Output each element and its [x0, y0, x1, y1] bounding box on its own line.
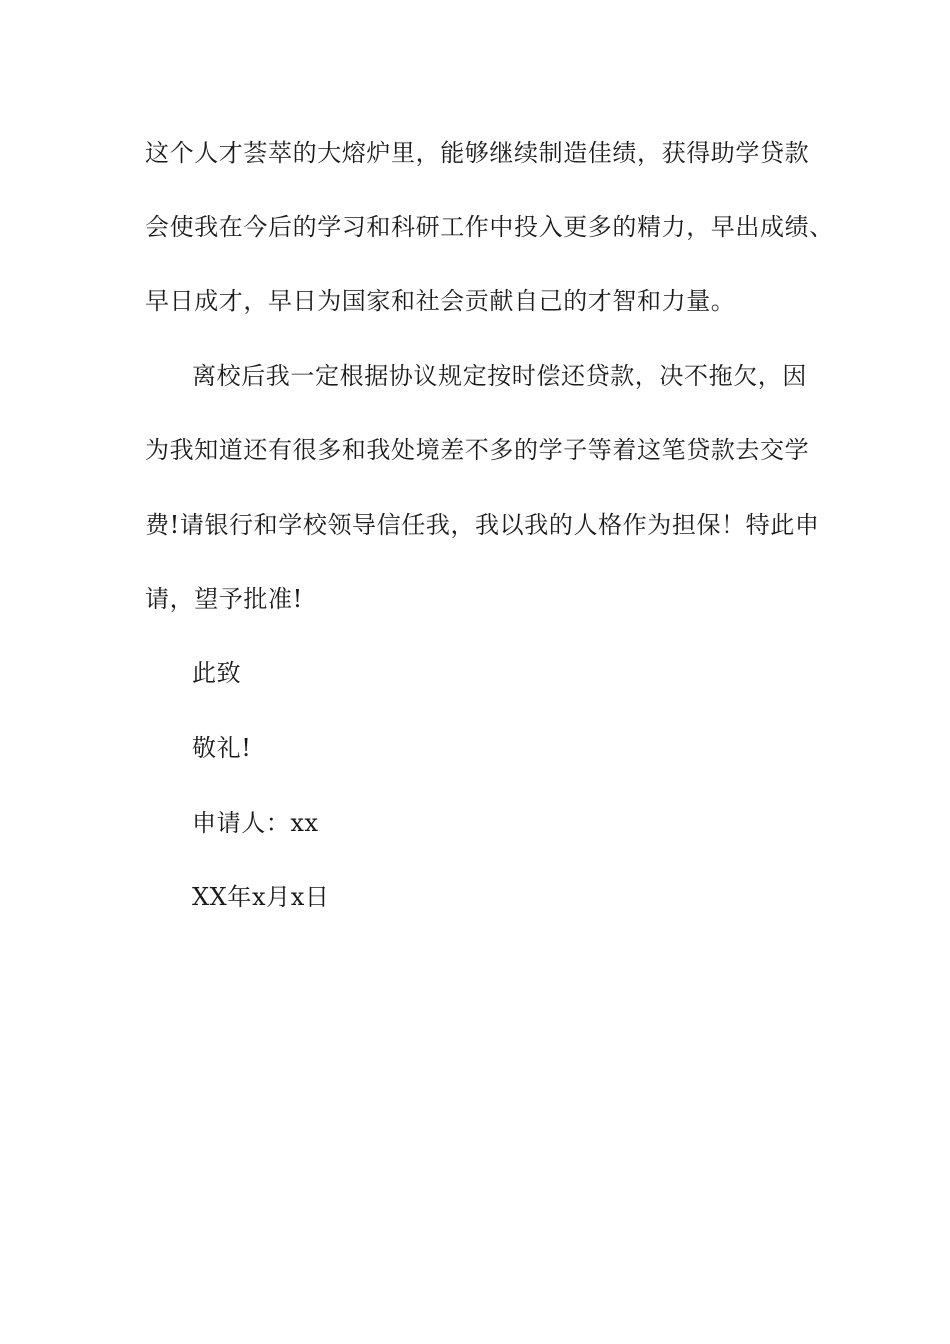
body-text-line: 这个人才荟萃的大熔炉里，能够继续制造佳绩，获得助学贷款 — [145, 139, 810, 167]
body-text-line: 费!请银行和学校领导信任我，我以我的人格作为担保！特此申 — [145, 511, 820, 539]
body-text-line: 会使我在今后的学习和科研工作中投入更多的精力，早出成绩、 — [145, 213, 834, 241]
applicant-signature: 申请人：xx — [192, 809, 319, 837]
closing-salutation: 此致 — [192, 659, 242, 687]
body-text-line: 为我知道还有很多和我处境差不多的学子等着这笔贷款去交学 — [145, 436, 810, 464]
application-date: XX年x月x日 — [192, 883, 330, 911]
closing-respect: 敬礼! — [192, 734, 252, 762]
body-text-line: 早日成才，早日为国家和社会贡献自己的才智和力量。 — [145, 287, 736, 315]
body-text-line: 离校后我一定根据协议规定按时偿还贷款，决不拖欠，因 — [192, 362, 807, 390]
body-text-line: 请，望予批准! — [145, 585, 303, 613]
